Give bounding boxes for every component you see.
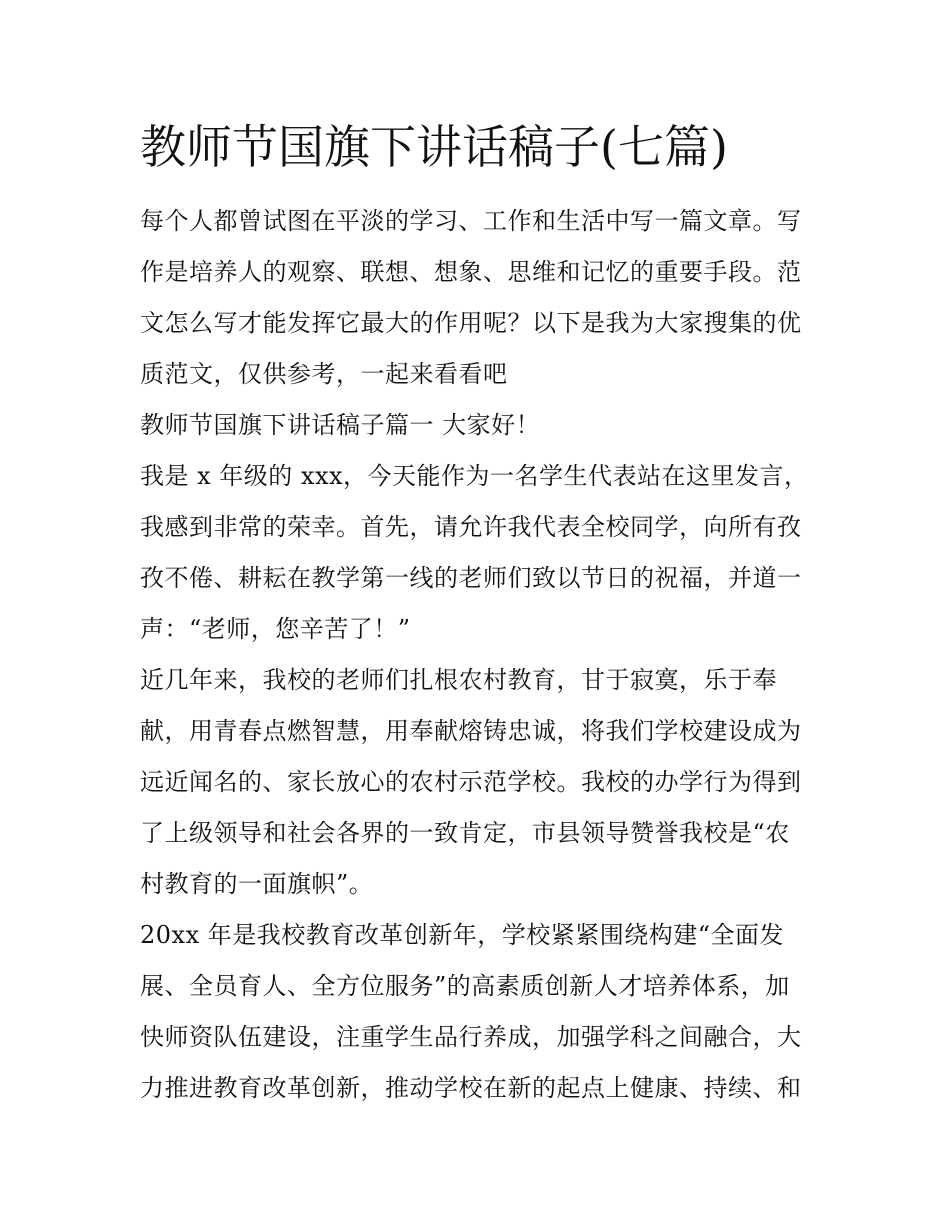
text-line: 我是 x 年级的 xxx，今天能作为一名学生代表站在这里发言， xyxy=(140,462,809,490)
text-line: 20xx 年是我校教育改革创新年，学校紧紧围绕构建“全面发 xyxy=(140,921,785,949)
text-line: 质范文，仅供参考，一起来看看吧 xyxy=(140,360,508,388)
section-heading-line: 教师节国旗下讲话稿子篇一 大家好！ xyxy=(140,411,541,439)
document-body xyxy=(140,196,820,1114)
text-line: 我感到非常的荣幸。首先，请允许我代表全校同学，向所有孜 xyxy=(140,513,802,541)
text-line: 文怎么写才能发挥它最大的作用呢？以下是我为大家搜集的优 xyxy=(140,309,802,337)
text-line: 近几年来，我校的老师们扎根农村教育，甘于寂寞，乐于奉 xyxy=(140,666,777,694)
text-line: 每个人都曾试图在平淡的学习、工作和生活中写一篇文章。写 xyxy=(140,207,802,235)
text-line: 声：“老师，您辛苦了！” xyxy=(140,615,411,643)
text-line: 作是培养人的观察、联想、想象、思维和记忆的重要手段。范 xyxy=(140,258,802,286)
text-line: 村教育的一面旗帜”。 xyxy=(140,870,374,898)
text-line: 力推进教育改革创新，推动学校在新的起点上健康、持续、和 xyxy=(140,1074,802,1102)
text-line: 献，用青春点燃智慧，用奉献熔铸忠诚，将我们学校建设成为 xyxy=(140,717,802,745)
text-line: 了上级领导和社会各界的一致肯定，市县领导赞誉我校是“农 xyxy=(140,819,790,847)
document-title: 教师节国旗下讲话稿子(七篇) xyxy=(140,120,728,174)
text-line: 远近闻名的、家长放心的农村示范学校。我校的办学行为得到 xyxy=(140,768,802,796)
text-line: 展、全员育人、全方位服务”的高素质创新人才培养体系，加 xyxy=(140,972,790,1000)
text-line: 孜不倦、耕耘在教学第一线的老师们致以节日的祝福，并道一 xyxy=(140,564,802,592)
text-line: 快师资队伍建设，注重学生品行养成，加强学科之间融合，大 xyxy=(140,1023,802,1051)
